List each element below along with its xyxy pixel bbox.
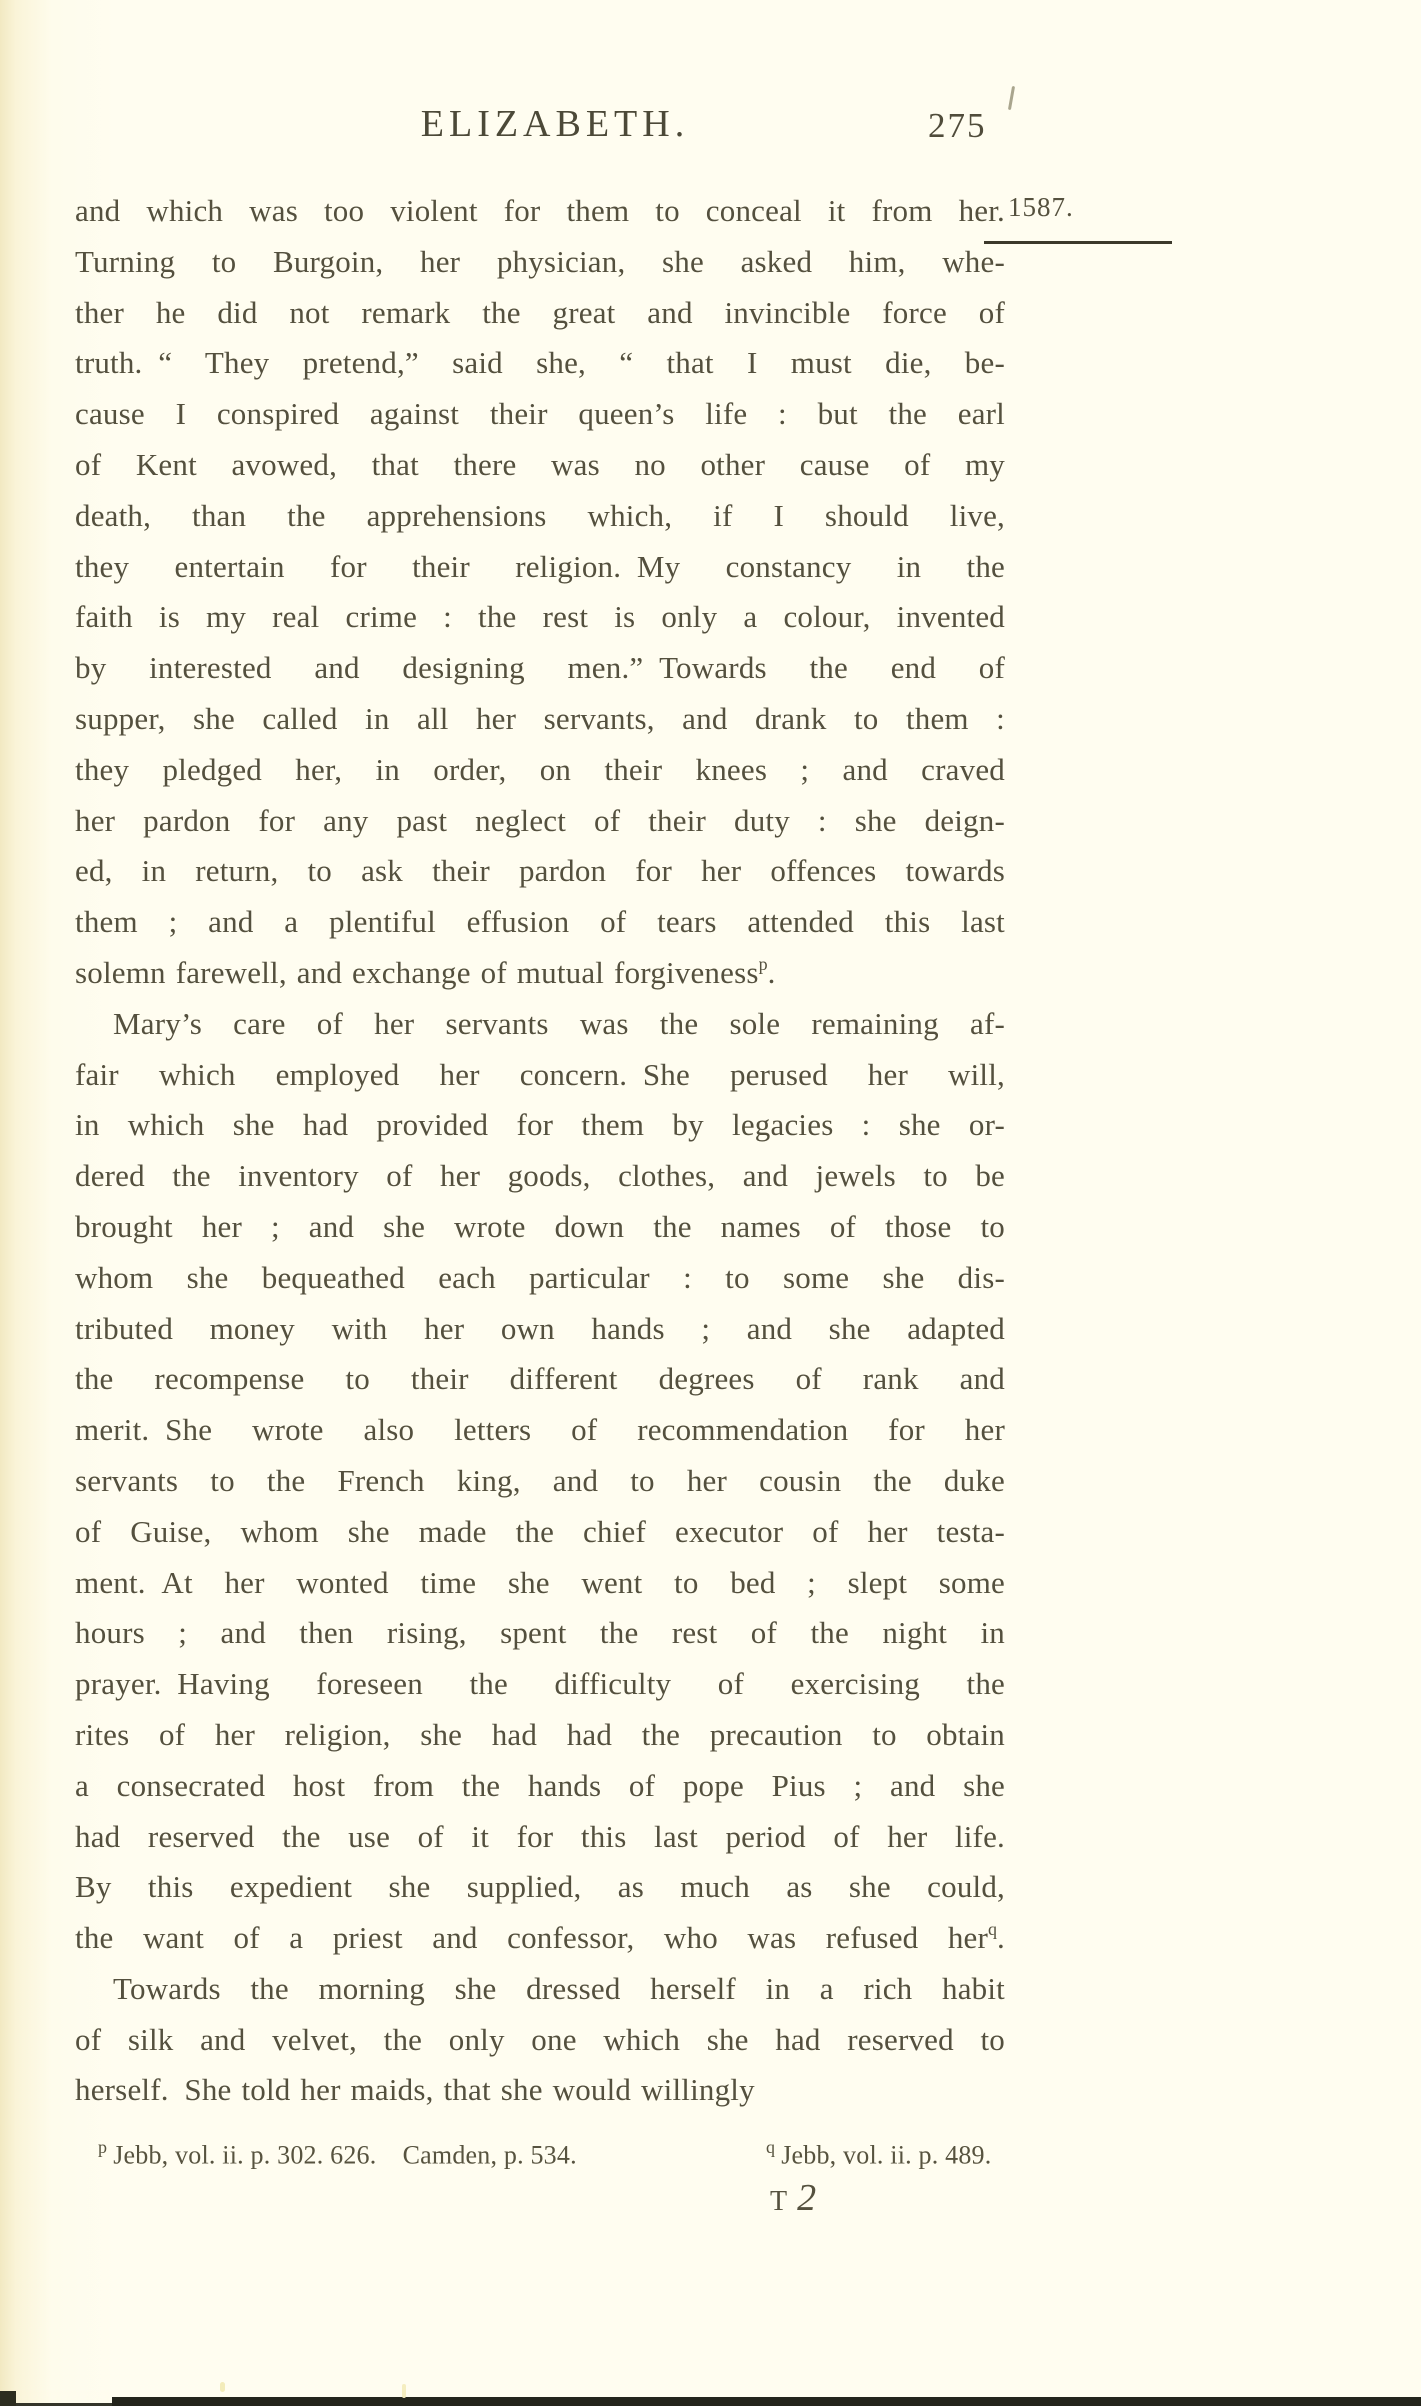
text-line: ment. At her wonted time she went to bed ; slept some xyxy=(75,1564,1005,1600)
text-line: them ; and a plentiful effusion of tears attended this last xyxy=(75,904,1005,940)
scan-edge-shadow xyxy=(112,2397,1421,2406)
text-line: Turning to Burgoin, her physician, she asked him, whe- xyxy=(75,243,1005,279)
text-line: dered the inventory of her goods, clothes, and jewels to be xyxy=(75,1158,1005,1194)
footnote-q xyxy=(766,2138,991,2171)
text-line: rites of her religion, she had had the precaution to obtain xyxy=(75,1716,1005,1752)
text-line: the recompense to their different degrees of rank and xyxy=(75,1361,1005,1397)
text-line: of Kent avowed, that there was no other cause of my xyxy=(75,446,1005,482)
text-line: death, than the apprehensions which, if I should live, xyxy=(75,497,1005,533)
signature-letter: T xyxy=(770,2186,790,2217)
text-line: they entertain for their religion. My constancy in the xyxy=(75,548,1005,584)
text-line: supper, she called in all her servants, and drank to them : xyxy=(75,700,1005,736)
text-line xyxy=(75,2065,1005,2116)
text-line: and which was too violent for them to conceal it from her. xyxy=(75,193,1005,228)
margin-note-year: 1587. xyxy=(1008,192,1074,222)
footnote-p xyxy=(98,2138,577,2171)
paper-speck xyxy=(220,2382,225,2392)
text-line: ed, in return, to ask their pardon for her offences towards xyxy=(75,853,1005,889)
text-line: cause I conspired against their queen’s life : but the earl xyxy=(75,396,1005,432)
text-line: had reserved the use of it for this last period of her life. xyxy=(75,1818,1005,1854)
text-line: prayer. Having foreseen the difficulty of exercising the xyxy=(75,1666,1005,1702)
printers-signature xyxy=(770,2176,816,2220)
text-line: they pledged her, in order, on their knees ; and craved xyxy=(75,751,1005,787)
line-text: solemn farewell, and exchange of mutual forgiveness xyxy=(75,954,759,990)
page-number: 275 xyxy=(928,106,987,145)
text-line: whom she bequeathed each particular : to some she dis- xyxy=(75,1259,1005,1295)
text-line: by interested and designing men.” Towards the end of xyxy=(75,650,1005,686)
running-header: ELIZABETH. xyxy=(420,103,690,145)
line-text: . xyxy=(767,954,776,990)
footnote-marker-q: q xyxy=(766,2137,776,2157)
text-line: her pardon for any past neglect of their duty : she deign- xyxy=(75,802,1005,838)
footnote-text: Jebb, vol. ii. p. 302. 626. Camden, p. 534. xyxy=(113,2140,577,2170)
footnote-ref-q: q xyxy=(988,1918,998,1939)
footnote-ref-p: p xyxy=(758,953,768,974)
footnote-marker-p: p xyxy=(98,2137,108,2157)
line-text: the want of a priest and confessor, who was refused her xyxy=(75,1920,989,1956)
text-line: fair which employed her concern. She perused her will, xyxy=(75,1056,1005,1092)
text-line: hours ; and then rising, spent the rest of the night in xyxy=(75,1615,1005,1651)
signature-numeral: 2 xyxy=(797,2177,817,2219)
scan-edge-shadow xyxy=(0,2391,16,2406)
body-text xyxy=(75,186,1005,2116)
text-line: ther he did not remark the great and invincible force of xyxy=(75,294,1005,330)
text-line: faith is my real crime : the rest is only a colour, invented xyxy=(75,599,1005,635)
text-line: tributed money with her own hands ; and she adapted xyxy=(75,1310,1005,1346)
text-line: in which she had provided for them by legacies : she or- xyxy=(75,1107,1005,1143)
text-line: Towards the morning she dressed herself in a rich habit xyxy=(113,1970,1005,2006)
footnote-text: Jebb, vol. ii. p. 489. xyxy=(781,2140,992,2170)
margin-rule xyxy=(984,241,1172,244)
text-line: truth. “ They pretend,” said she, “ that I must die, be- xyxy=(75,345,1005,381)
text-line: brought her ; and she wrote down the names of those to xyxy=(75,1208,1005,1244)
text-line: By this expedient she supplied, as much as she could, xyxy=(75,1869,1005,1905)
text-line: a consecrated host from the hands of pope Pius ; and she xyxy=(75,1767,1005,1803)
line-text: herself. She told her maids, that she would willingly xyxy=(75,2072,755,2108)
text-line xyxy=(75,1913,1005,1964)
text-line xyxy=(75,948,1005,999)
paper-speck xyxy=(402,2384,406,2398)
text-line: of Guise, whom she made the chief executor of her testa- xyxy=(75,1513,1005,1549)
text-line: of silk and velvet, the only one which she had reserved to xyxy=(75,2021,1005,2057)
text-line: servants to the French king, and to her cousin the duke xyxy=(75,1462,1005,1498)
text-line: merit. She wrote also letters of recommendation for her xyxy=(75,1412,1005,1448)
line-text: . xyxy=(997,1920,1005,1956)
text-line: Mary’s care of her servants was the sole remaining af- xyxy=(113,1005,1005,1041)
